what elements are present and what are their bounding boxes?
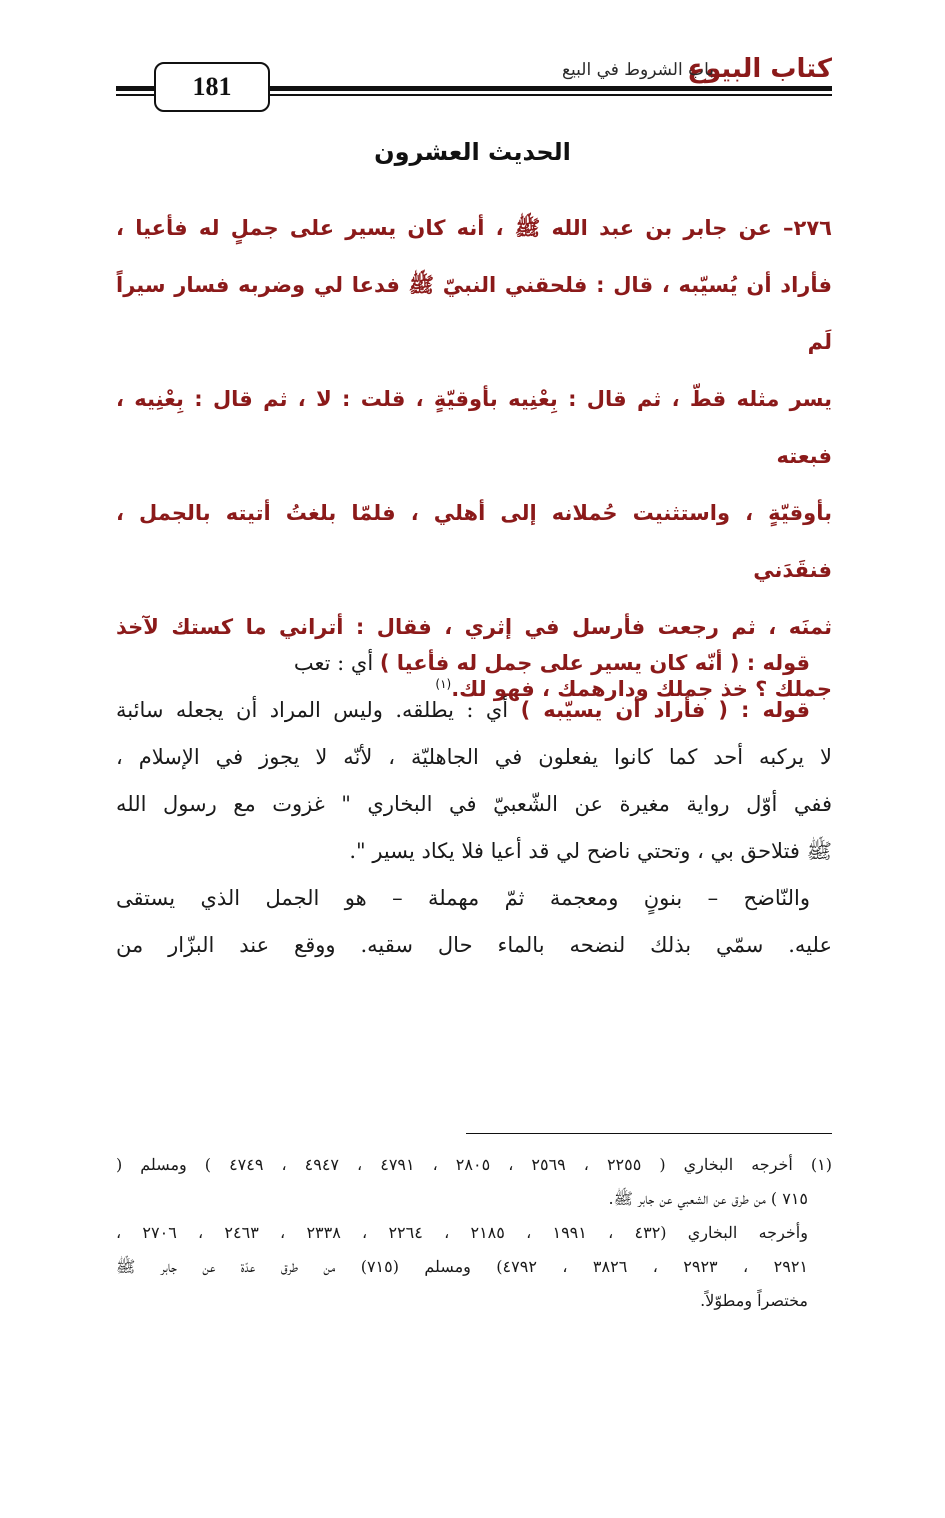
footnote-line: وأخرجه البخاري (٤٣٢ ، ١٩٩١ ، ٢١٨٥ ، ٢٢٦٤ ، ٢٣٣٨ ، ٢٤٦٣ ، ٢٧٠٦ ، bbox=[116, 1223, 808, 1242]
footnotes bbox=[116, 1148, 832, 1318]
commentary-line: ﷺ فتلاحق بي ، وتحتي ناضح لي قد أعيا فلا يكاد يسير ". bbox=[349, 839, 832, 863]
hadith-line: بأوقيّةٍ ، واستثنيت حُملانه إلى أهلي ، فلمّا بلغتُ أتيته بالجمل ، فنقَدَني bbox=[116, 501, 832, 582]
quote-label: قوله : ( أنّه كان يسير على جمل له فأعيا ) bbox=[379, 651, 810, 675]
footnote-line: ٢٩٢١ ، ٢٩٢٣ ، ٣٨٢٦ ، ٤٧٩٢) ومسلم (٧١٥) من طرق عدّة عن جابر ﷺ bbox=[116, 1257, 808, 1276]
page-number: 181 bbox=[154, 62, 270, 112]
commentary-line: ففي أوّل رواية مغيرة عن الشّعبيّ في البخاري " غزوت مع رسول الله bbox=[116, 792, 832, 816]
hadith-line: ٢٧٦– عن جابر بن عبد الله ﷺ ، أنه كان يسير على جملٍ له فأعيا ، bbox=[116, 216, 832, 240]
footnote-line: ٧١٥ ) من طرق عن الشعبي عن جابر ﷺ. bbox=[608, 1189, 808, 1208]
chapter-title: باب الشروط في البيع bbox=[561, 60, 714, 80]
footnote-reference[interactable]: (١) bbox=[435, 677, 452, 691]
commentary-text: أي : يطلقه. وليس المراد أن يجعله سائبة bbox=[116, 698, 509, 722]
commentary-line bbox=[116, 687, 832, 734]
hadith-line: يسر مثله قطّ ، ثم قال : بِعْنِيه بأوقيّةٍ ، قلت : لا ، ثم قال : بِعْنِيه ، فبعته bbox=[116, 387, 832, 468]
footnote-line: (١) أخرجه البخاري ( ٢٢٥٥ ، ٢٥٦٩ ، ٢٨٠٥ ، ٤٧٩١ ، ٤٩٤٧ ، ٤٧٤٩ ) ومسلم ( bbox=[116, 1155, 832, 1174]
commentary-line: والنّاضح – بنونٍ ومعجمة ثمّ مهملة – هو الجمل الذي يستقى bbox=[116, 886, 810, 910]
footnote-separator bbox=[466, 1133, 832, 1134]
hadith-line: فأراد أن يُسيّبه ، قال : فلحقني النبيّ ﷺ فدعا لي وضربه فسار سيراً لَم bbox=[116, 273, 832, 354]
commentary-text: أي : تعب bbox=[293, 651, 374, 675]
hadith-line: ثمنَه ، ثم رجعت فأرسل في إثري ، فقال : أتراني ما كستك لآخذ bbox=[116, 615, 832, 639]
commentary-line bbox=[116, 640, 832, 687]
page-header bbox=[116, 52, 832, 112]
commentary-line: عليه. سمّي بذلك لنضحه بالماء حال سقيه. ووقع عند البزّار من bbox=[116, 933, 832, 957]
book-title: كتاب البيوع bbox=[687, 54, 832, 84]
section-heading: الحديث العشرون bbox=[374, 138, 571, 166]
hadith-line-text: جملك ؟ خذ جملك ودارهمك ، فهو لك. bbox=[451, 677, 832, 701]
commentary bbox=[116, 640, 832, 969]
quote-label: قوله : ( فأراد أن يسيّبه ) bbox=[520, 698, 811, 722]
footnote-line: مختصراً ومطوّلاً. bbox=[700, 1291, 808, 1310]
commentary-line: لا يركبه أحد كما كانوا يفعلون في الجاهليّة ، لأنّه لا يجوز في الإسلام ، bbox=[116, 745, 832, 769]
